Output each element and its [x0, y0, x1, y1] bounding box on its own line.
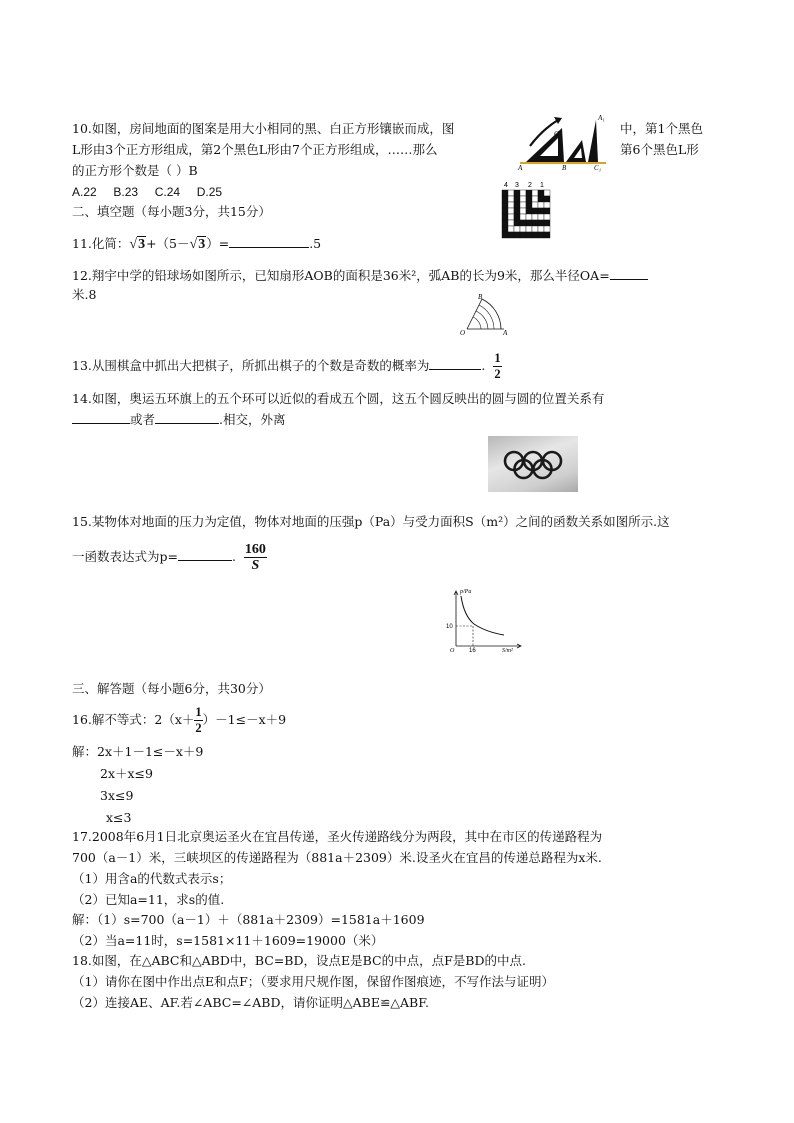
- q18-line-3: （2）连接AE、AF.若∠ABC=∠ABD，请你证明△ABE≌△ABF.: [72, 995, 429, 1010]
- grid-cell: [538, 232, 544, 238]
- grid-cell: [538, 190, 544, 196]
- grid-cell: [502, 220, 508, 226]
- q10-option-d: D.25: [196, 185, 223, 199]
- q15-text: 一函数表达式为p=: [72, 549, 178, 564]
- grid-cell: [538, 214, 544, 220]
- q15-denominator: S: [251, 558, 260, 573]
- q11-sqrt-2: √3: [189, 237, 206, 252]
- q15-graph-origin: O: [450, 648, 455, 654]
- olympic-rings: [488, 436, 578, 492]
- q16-numerator: 1: [195, 705, 202, 719]
- q10-label-b: B: [562, 164, 567, 172]
- grid-cell: [502, 190, 508, 196]
- grid-cell: [544, 202, 550, 208]
- q16-step-1: 解：2x＋1－1≤－x＋9: [72, 744, 204, 759]
- q14-answer: .相交，外离: [219, 412, 286, 427]
- grid-cell: [514, 220, 520, 226]
- q17-line-4: （2）已知a=11，求s的值.: [72, 892, 225, 907]
- grid-cell: [502, 232, 508, 238]
- q10-line1-continued: 中，第1个黑色: [620, 121, 703, 136]
- olympic-rings-image: [488, 436, 578, 492]
- grid-cell: [526, 220, 532, 226]
- grid-cell: [538, 226, 544, 232]
- grid-cell: [544, 232, 550, 238]
- q10-line2-continued: 第6个黑色L形: [620, 142, 699, 157]
- grid-cell: [526, 232, 532, 238]
- q14-or: 或者: [130, 412, 156, 427]
- q15-graph: [444, 586, 524, 652]
- q10-label-c: C: [554, 130, 559, 138]
- q11-answer: .5: [309, 236, 322, 251]
- q15-graph-y-tick: 10: [446, 624, 453, 630]
- q10-option-a: A.22: [72, 185, 97, 199]
- q16-problem: [72, 702, 286, 738]
- q10-line1: 10.如图，房间地面的图案是用大小相同的黑、白正方形镶嵌而成，图: [72, 121, 455, 136]
- q15-fraction: [244, 542, 267, 573]
- grid-cell: [520, 208, 526, 214]
- grid-cell: [538, 208, 544, 214]
- grid-cell: [520, 232, 526, 238]
- grid-cell: [508, 232, 514, 238]
- q10-options: [72, 183, 222, 201]
- grid-cell: [532, 190, 538, 196]
- q11-sqrt-1: √3: [129, 237, 146, 252]
- q13: [72, 348, 502, 384]
- q14-line1: 14.如图，奥运五环旗上的五个环可以近似的看成五个圆，这五个圆反映出的圆与圆的位置关系有: [72, 391, 605, 406]
- q10-grid-number-1: 1: [540, 182, 544, 189]
- grid-cell: [526, 202, 532, 208]
- q13-text: 13.从围棋盒中抓出大把棋子，所抓出棋子的个数是奇数的概率为: [72, 358, 430, 373]
- q10-grid-number-4: 4: [504, 182, 508, 189]
- grid-cell: [520, 202, 526, 208]
- grid-cell: [538, 202, 544, 208]
- q17-line-1: 17.2008年6月1日北京奥运圣火在宜昌传递，圣火传递路线分为两段，其中在市区的传递路程为: [72, 829, 603, 844]
- grid-cell: [532, 208, 538, 214]
- grid-cell: [526, 226, 532, 232]
- q16-step-3: 3x≤9: [100, 788, 134, 803]
- grid-cell: [520, 214, 526, 220]
- q10-option-c: C.24: [154, 185, 181, 199]
- grid-cell: [508, 226, 514, 232]
- q13-dot: .: [481, 358, 486, 373]
- grid-cell: [514, 202, 520, 208]
- q16-step-4: x≤3: [106, 810, 132, 825]
- q12-label-b: B: [478, 293, 483, 301]
- q16-part1: 16.解不等式：2（x＋: [72, 712, 195, 727]
- q17-line-2: 700（a－1）米，三峡坝区的传递路程为（881a＋2309）米.设圣火在宜昌的传递总路程为x米.: [72, 850, 602, 865]
- grid-cell: [508, 202, 514, 208]
- grid-cell: [508, 214, 514, 220]
- q10-line2: L形由3个正方形组成，第2个黑色L形由7个正方形组成，……那么: [72, 142, 438, 157]
- grid-cell: [532, 220, 538, 226]
- grid-cell: [508, 208, 514, 214]
- grid-cell: [544, 220, 550, 226]
- grid-cell: [514, 190, 520, 196]
- grid-cell: [508, 220, 514, 226]
- grid-cell: [502, 208, 508, 214]
- grid-cell: [544, 196, 550, 202]
- grid-cell: [520, 226, 526, 232]
- section2-title: 二、填空题（每小题3分，共15分）: [72, 204, 271, 219]
- section3-title: 三、解答题（每小题6分，共30分）: [72, 681, 271, 696]
- grid-cell: [520, 196, 526, 202]
- q11-mid: +（5－: [146, 236, 190, 251]
- grid-cell: [544, 208, 550, 214]
- grid-cell: [502, 214, 508, 220]
- q10-option-b: B.23: [113, 185, 139, 199]
- q13-answer-blank[interactable]: [429, 356, 481, 370]
- q12-sector-figure: [460, 295, 510, 335]
- grid-cell: [538, 196, 544, 202]
- q13-denominator: 2: [494, 367, 501, 381]
- grid-cell: [514, 226, 520, 232]
- q11-radicand-2: 3: [198, 237, 206, 252]
- q11: [72, 234, 321, 254]
- q12-answer-blank[interactable]: [610, 266, 648, 280]
- q16-fraction: [194, 705, 202, 736]
- grid-cell: [526, 208, 532, 214]
- grid-cell: [544, 214, 550, 220]
- q10-grid-number-3: 3: [515, 182, 519, 189]
- q14-answer-blank-2[interactable]: [155, 410, 219, 424]
- q10-grid-number-2: 2: [528, 182, 532, 189]
- q15-graph-xlabel: S/m²: [502, 648, 513, 654]
- q12-line2: 米.8: [72, 287, 97, 302]
- q10-l-shape-grid: [500, 180, 556, 244]
- q10-line3: 的正方形个数是（ ）B: [72, 163, 198, 178]
- q13-numerator: 1: [494, 351, 501, 365]
- grid-cell: [502, 196, 508, 202]
- q18-line-2: （1）请你在图中作出点E和点F；（要求用尺规作图，保留作图痕迹，不写作法与证明）: [72, 974, 555, 989]
- q16-denominator: 2: [195, 721, 202, 735]
- q11-radicand-1: 3: [138, 237, 146, 252]
- q15-line1: 15.某物体对地面的压力为定值，物体对地面的压强p（Pa）与受力面积S（m²）之间的函数关系如图所示.这: [72, 514, 670, 529]
- grid-cell: [514, 232, 520, 238]
- q16-part2: ）－1≤－x＋9: [202, 712, 287, 727]
- q10-label-a1: A₁: [598, 114, 605, 122]
- grid-cell: [532, 226, 538, 232]
- grid-cell: [514, 196, 520, 202]
- grid-cell: [520, 220, 526, 226]
- grid-cell: [538, 220, 544, 226]
- grid-cell: [508, 190, 514, 196]
- q14-answer-blank-1[interactable]: [72, 410, 130, 424]
- grid-cell: [532, 202, 538, 208]
- grid-cell: [544, 226, 550, 232]
- grid-cell: [532, 196, 538, 202]
- grid-cell: [502, 226, 508, 232]
- q15-graph-x-tick: 16: [469, 648, 476, 654]
- q12-text: 12.翔宇中学的铅球场如图所示，已知扇形AOB的面积是36米²，弧AB的长为9米，那么半径OA=: [72, 268, 610, 283]
- q16-step-2: 2x＋x≤9: [100, 766, 153, 781]
- q10-grid-cells: [502, 190, 550, 238]
- grid-cell: [514, 208, 520, 214]
- grid-cell: [526, 190, 532, 196]
- q15-line2: [72, 538, 267, 576]
- q13-fraction: [493, 351, 501, 382]
- q10-triangle-figure: [514, 112, 610, 172]
- grid-cell: [514, 214, 520, 220]
- q11-end: ）=: [206, 236, 230, 251]
- q11-prefix: 11.化简：: [72, 236, 130, 251]
- grid-cell: [532, 214, 538, 220]
- q10-label-c1: C₁: [594, 164, 602, 172]
- q17-solution-2: （2）当a=11时，s=1581×11＋1609=19000（米）: [72, 933, 384, 948]
- q17-line-3: （1）用含a的代数式表示s；: [72, 871, 232, 886]
- grid-cell: [508, 196, 514, 202]
- q14-line2: [72, 410, 286, 429]
- q15-numerator: 160: [244, 542, 266, 557]
- grid-cell: [502, 202, 508, 208]
- grid-cell: [526, 196, 532, 202]
- q18-line-1: 18.如图，在△ABC和△ABD中，BC=BD，设点E是BC的中点，点F是BD的中点.: [72, 953, 526, 968]
- q15-answer-blank[interactable]: [178, 547, 232, 561]
- grid-cell: [520, 190, 526, 196]
- q17-solution-1: 解：（1）s=700（a－1）＋（881a＋2309）=1581a＋1609: [72, 912, 425, 927]
- grid-cell: [544, 190, 550, 196]
- q12-label-o: O: [460, 329, 466, 337]
- grid-cell: [526, 214, 532, 220]
- q15-graph-ylabel: p/Pa: [460, 589, 472, 595]
- q12-line1: [72, 266, 648, 285]
- q15-dot: .: [231, 549, 236, 564]
- q12-label-a: A: [503, 329, 508, 337]
- q11-answer-blank[interactable]: [229, 234, 309, 248]
- q10-label-a: A: [518, 164, 523, 172]
- grid-cell: [532, 232, 538, 238]
